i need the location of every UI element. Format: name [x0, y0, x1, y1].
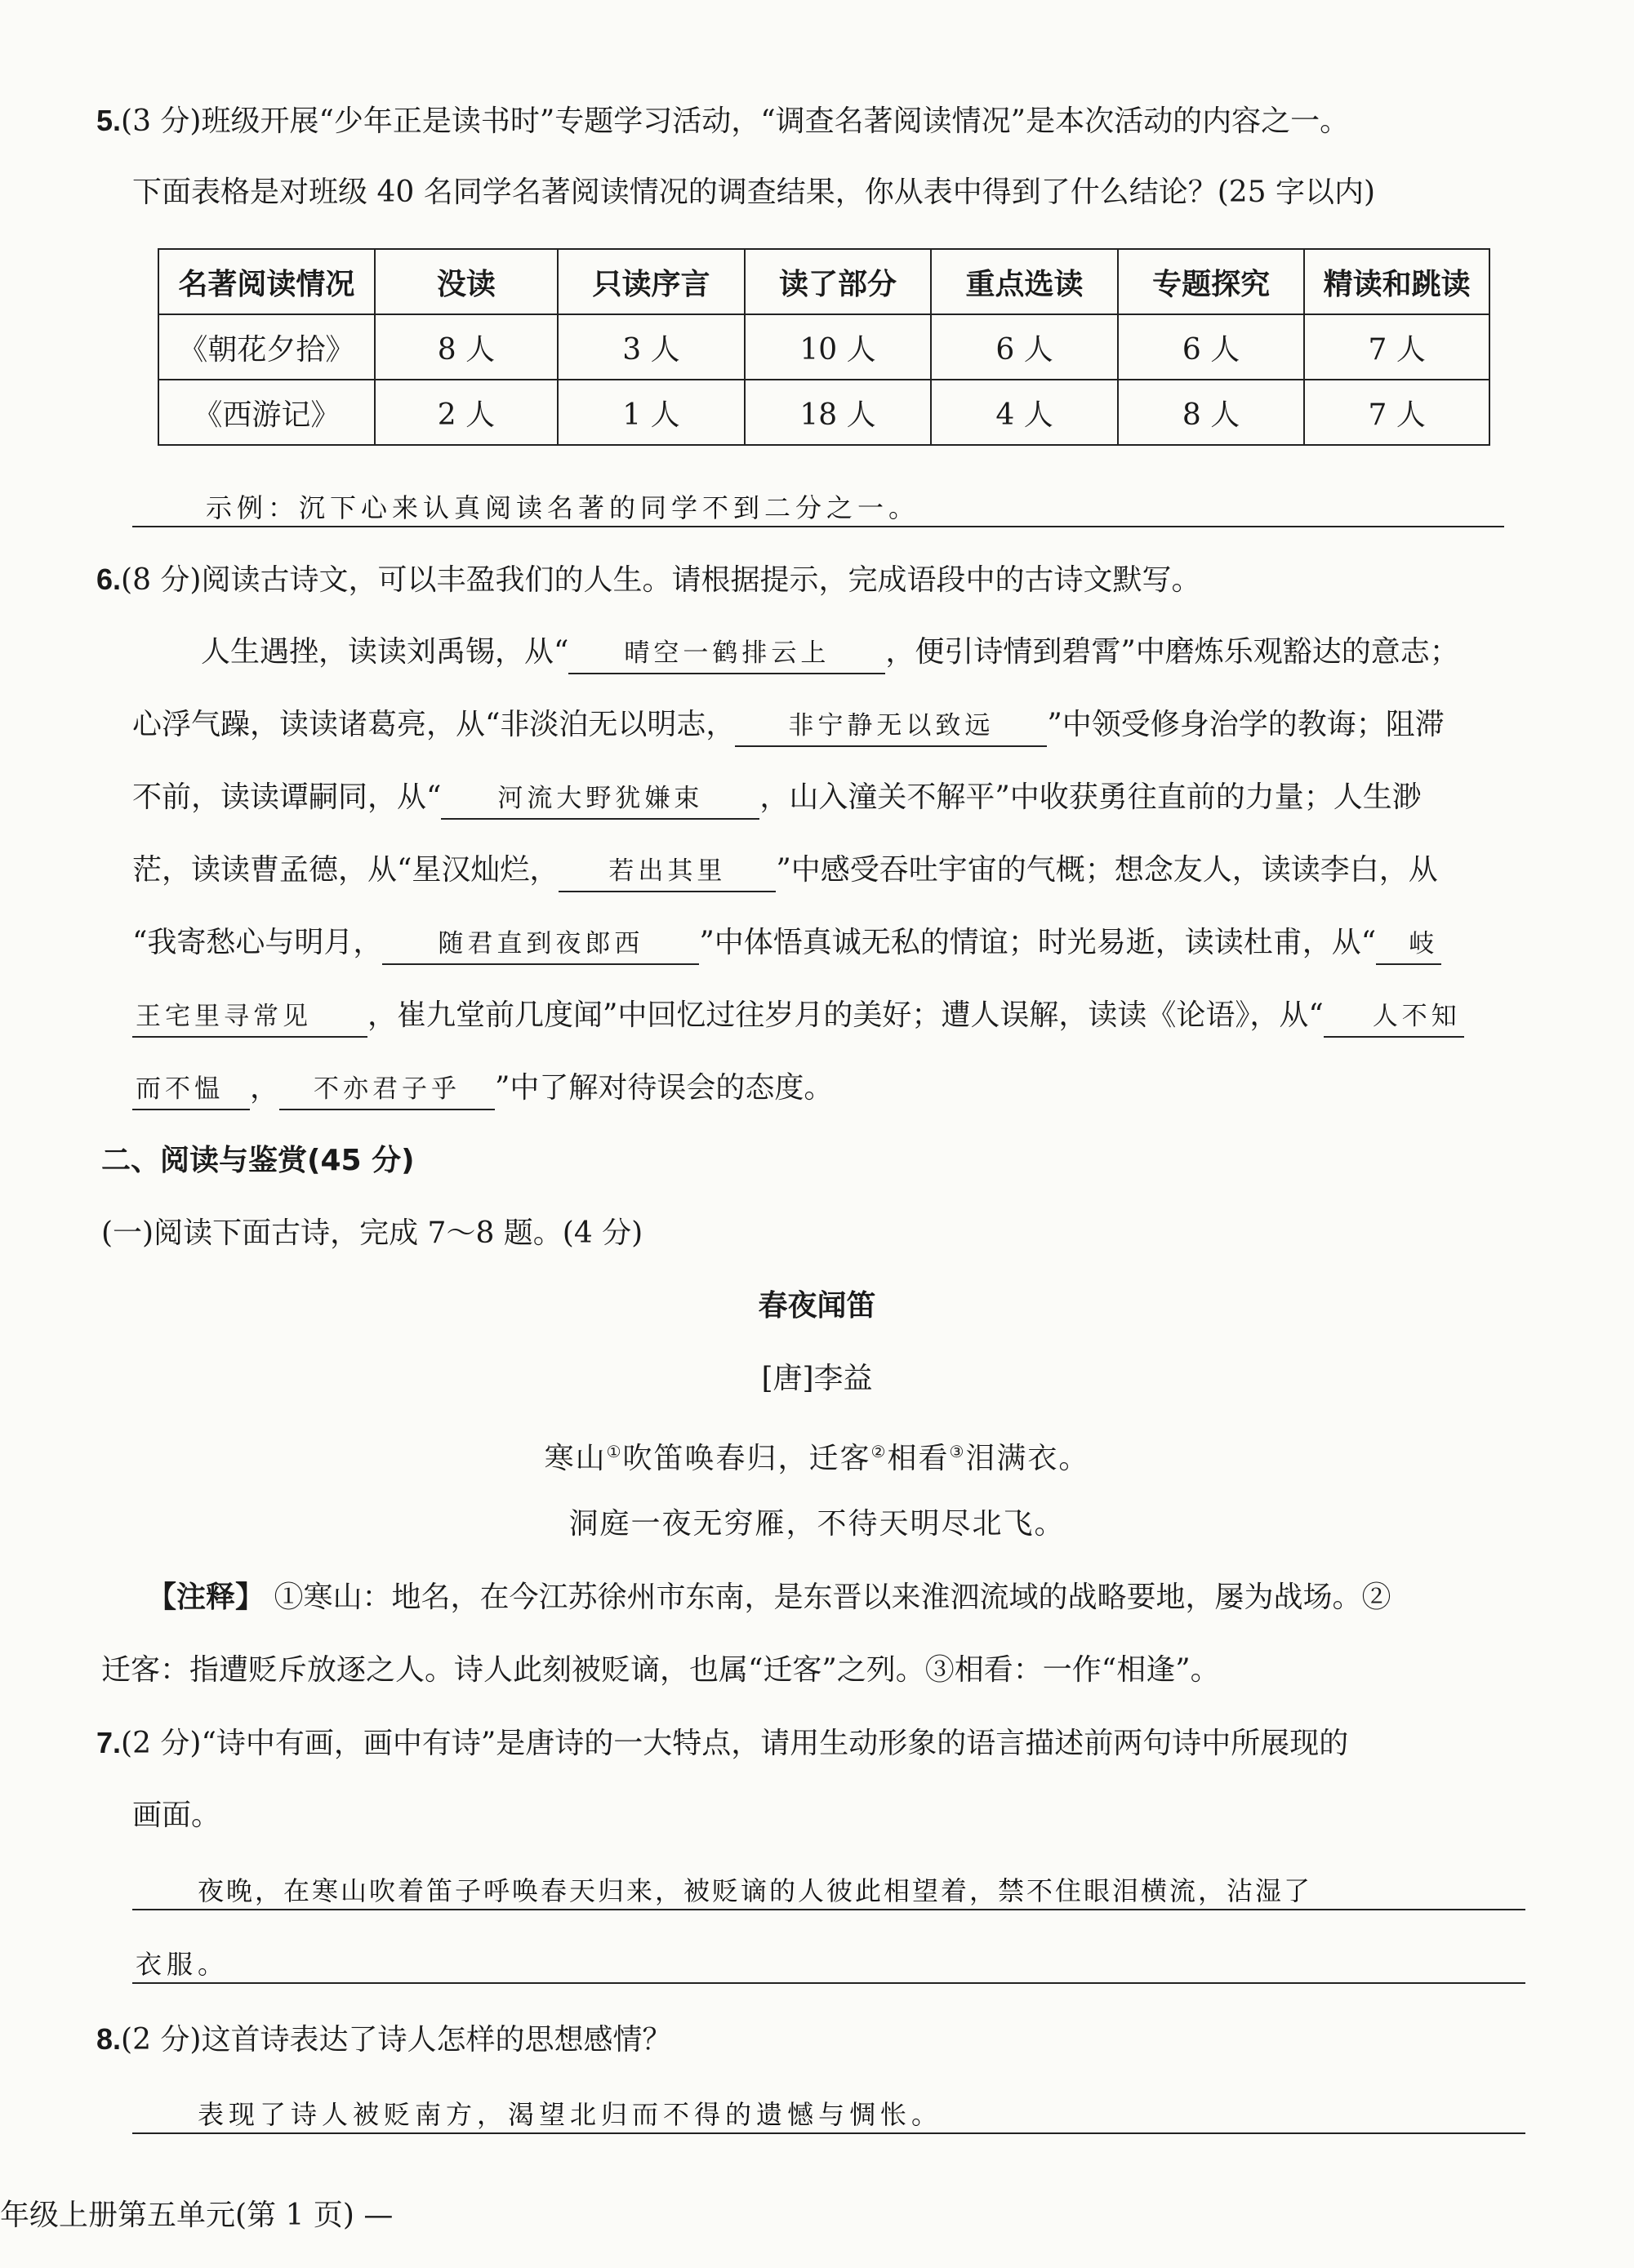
q7-prompt — [96, 1723, 1348, 1763]
table-cell: 3 人 — [558, 314, 745, 380]
q6-text: 人生遇挫，读读刘禹锡，从“ — [201, 635, 569, 669]
q8-prompt — [96, 2020, 671, 2060]
table-cell: 4 人 — [931, 380, 1118, 445]
q6-line2 — [132, 705, 1445, 747]
reading-survey-table — [158, 248, 1490, 446]
q6-text: ，崔九堂前几度闻”中回忆过往岁月的美好；遭人误解，读读《论语》，从“ — [367, 998, 1324, 1032]
q6-line7 — [132, 1069, 833, 1110]
q6-blank-4: 若出其里 — [559, 852, 776, 892]
q6-text: 不前，读读谭嗣同，从“ — [132, 780, 442, 814]
q5-prompt — [96, 101, 1349, 141]
note-text: ①寒山：地名，在今江苏徐州市东南，是东晋以来淮泗流域的战略要地，屡为战场。② — [274, 1581, 1391, 1614]
table-cell: 7 人 — [1304, 380, 1489, 445]
table-header-cell: 名著阅读情况 — [158, 249, 375, 314]
table-cell: 《西游记》 — [158, 380, 375, 445]
note-line2: 迁客：指遭贬斥放逐之人。诗人此刻被贬谪，也属“迁客”之列。③相看：一作“相逢”。 — [101, 1653, 1220, 1687]
section-title: 二、阅读与鉴赏(45 分) — [101, 1144, 415, 1177]
q7-answer-line1: 夜晚，在寒山吹着笛子呼唤春天归来，被贬谪的人彼此相望着，禁不住眼泪横流，沾湿了 — [132, 1871, 1525, 1910]
poem-text: 泪满衣。 — [965, 1442, 1090, 1475]
note-line1 — [147, 1578, 1391, 1617]
note-marker: ③ — [949, 1442, 966, 1461]
poem-author: [唐]李益 — [761, 1362, 873, 1395]
table-cell: 《朝花夕拾》 — [158, 314, 375, 380]
table-header-cell: 只读序言 — [558, 249, 745, 314]
q6-blank-1: 晴空一鹤排云上 — [568, 634, 885, 674]
table-header-cell: 没读 — [375, 249, 559, 314]
note-label: 【注释】 — [147, 1581, 265, 1614]
q6-text: ”中领受修身治学的教诲；阻滞 — [1047, 708, 1445, 741]
poem-title: 春夜闻笛 — [758, 1289, 876, 1323]
q8-number: 8. — [96, 2022, 122, 2056]
table-cell: 6 人 — [1118, 314, 1305, 380]
q5-number: 5. — [96, 104, 122, 137]
note-marker: ② — [870, 1442, 888, 1461]
q6-line5 — [132, 923, 1441, 965]
note-marker: ① — [606, 1442, 623, 1461]
table-cell: 6 人 — [931, 314, 1118, 380]
q6-text: ”中感受吞吐宇宙的气概；想念友人，读读李白，从 — [776, 853, 1438, 887]
q8-line1: (2 分)这首诗表达了诗人怎样的思想感情？ — [121, 2023, 672, 2057]
q6-blank-7a: 人不知 — [1324, 997, 1464, 1038]
q6-line3 — [132, 778, 1422, 820]
q7-answer-line2: 衣服。 — [132, 1945, 1525, 1984]
q6-blank-6b: 王宅里寻常见 — [132, 997, 367, 1038]
poem-text: 寒山 — [544, 1442, 607, 1475]
table-cell: 7 人 — [1304, 314, 1489, 380]
q7-number: 7. — [96, 1726, 122, 1759]
q6-text: 心浮气躁，读读诸葛亮，从“非淡泊无以明志， — [132, 708, 736, 741]
table-row — [158, 380, 1489, 445]
q6-blank-2: 非宁静无以致远 — [735, 706, 1047, 747]
q6-blank-7b: 而不愠 — [132, 1070, 250, 1110]
q6-text: ”中体悟真诚无私的情谊；时光易逝，读读杜甫，从“ — [699, 926, 1377, 959]
q6-intro: (8 分)阅读古诗文，可以丰盈我们的人生。请根据提示，完成语段中的古诗文默写。 — [121, 563, 1201, 597]
table-cell: 8 人 — [375, 314, 559, 380]
q6-blank-8: 不亦君子乎 — [279, 1070, 495, 1110]
q8-answer: 表现了诗人被贬南方，渴望北归而不得的遗憾与惆怅。 — [132, 2095, 1525, 2134]
q6-text: ， — [250, 1071, 280, 1105]
poem-text: 吹笛唤春归，迁客 — [622, 1442, 871, 1475]
q6-line4 — [132, 851, 1438, 892]
q6-text: 茫，读读曹孟德，从“星汉灿烂， — [132, 853, 559, 887]
q6-number: 6. — [96, 563, 122, 596]
q6-text: “我寄愁心与明月， — [132, 926, 383, 959]
q6-blank-5: 随君直到夜郎西 — [382, 924, 699, 965]
q6-prompt — [96, 560, 1200, 600]
table-header-cell: 重点选读 — [931, 249, 1118, 314]
table-header-row — [158, 249, 1489, 314]
table-cell: 1 人 — [558, 380, 745, 445]
table-header-cell: 读了部分 — [745, 249, 932, 314]
q6-text: ，山入潼关不解平”中收获勇往直前的力量；人生渺 — [759, 780, 1422, 814]
table-cell: 8 人 — [1118, 380, 1305, 445]
q5-line1: (3 分)班级开展“少年正是读书时”专题学习活动，“调查名著阅读情况”是本次活动的内容之一。 — [121, 105, 1350, 138]
q7-line2: 画面。 — [132, 1799, 221, 1832]
q6-blank-6a: 岐 — [1376, 924, 1441, 965]
table-cell: 2 人 — [375, 380, 559, 445]
q5-line2: 下面表格是对班级 40 名同学名著阅读情况的调查结果，你从表中得到了什么结论？(25 字以内) — [132, 176, 1376, 209]
q6-text: ，便引诗情到碧霄”中磨炼乐观豁达的意志； — [885, 635, 1459, 669]
poem-line-2: 洞庭一夜无穷雁，不待天明尽北飞。 — [568, 1507, 1066, 1541]
table-header-cell: 专题探究 — [1118, 249, 1305, 314]
section-subtitle: (一)阅读下面古诗，完成 7～8 题。(4 分) — [101, 1216, 643, 1250]
table-cell: 10 人 — [745, 314, 932, 380]
poem-text: 相看 — [887, 1442, 950, 1475]
q6-line6 — [132, 996, 1464, 1038]
q7-line1: (2 分)“诗中有画，画中有诗”是唐诗的一大特点，请用生动形象的语言描述前两句诗中所展现的 — [121, 1727, 1349, 1760]
table-row — [158, 314, 1489, 380]
poem-line-1 — [0, 1432, 1634, 1479]
q6-blank-3: 河流大野犹嫌束 — [441, 779, 759, 820]
table-header-cell: 精读和跳读 — [1304, 249, 1489, 314]
q6-line1 — [201, 633, 1459, 674]
table-cell: 18 人 — [745, 380, 932, 445]
page-footer: 年级上册第五单元(第 1 页) — — [0, 2199, 394, 2232]
q6-text: ”中了解对待误会的态度。 — [495, 1071, 834, 1105]
q5-answer: 示例：沉下心来认真阅读名著的同学不到二分之一。 — [132, 488, 1504, 527]
